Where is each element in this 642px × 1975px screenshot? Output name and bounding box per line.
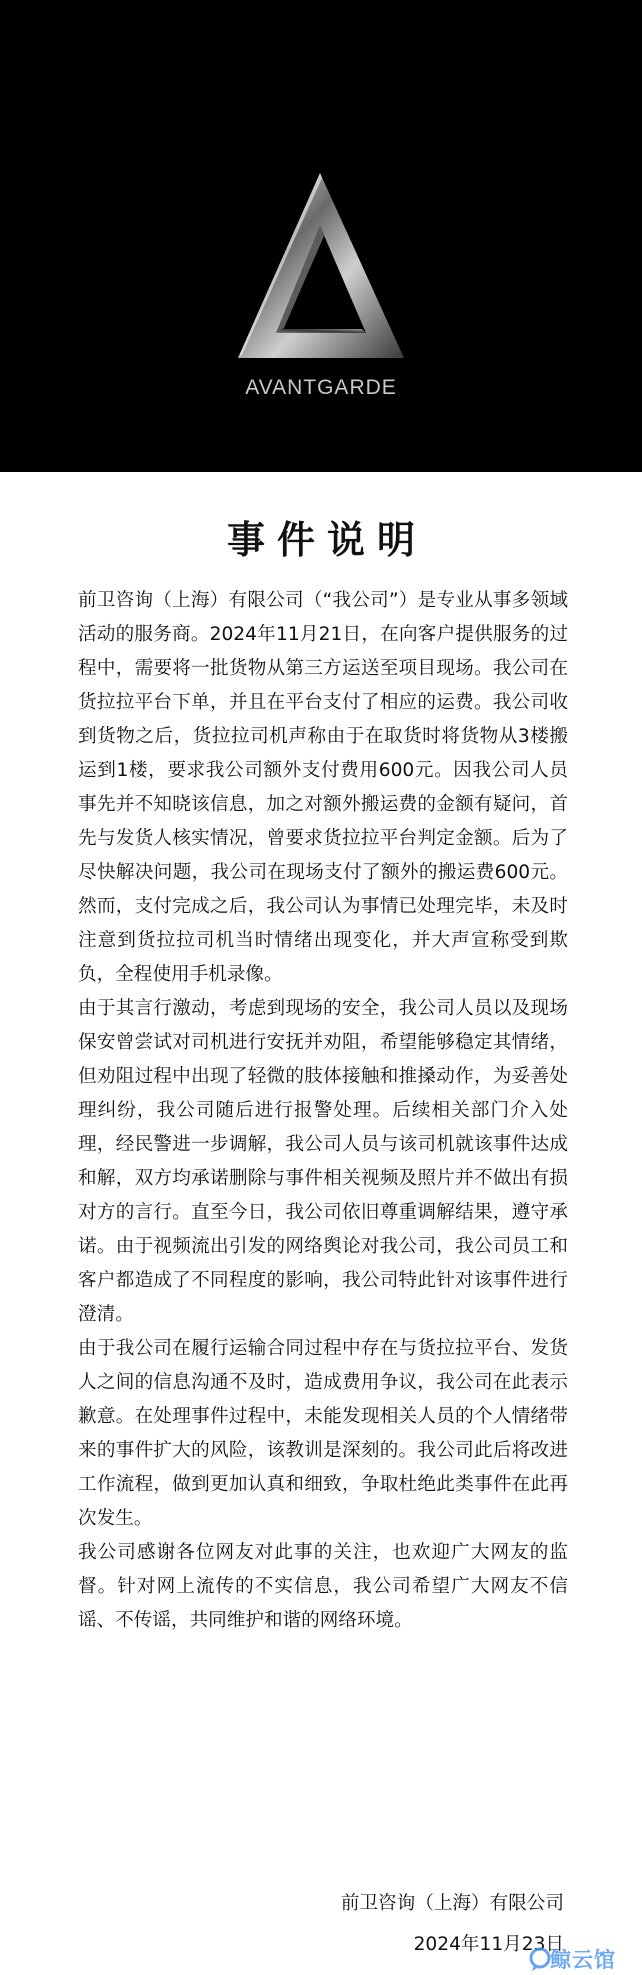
paragraph-1: 前卫咨询（上海）有限公司（“我公司”）是专业从事多领域活动的服务商。2024年11月21日，在向客户提供服务的过程中，需要将一批货物从第三方运送至项目现场。我公司在货拉拉平台下单，并且在平台支付了相应的运费。我公司收到货物之后，货拉拉司机声称由于在取货时将货物从3楼搬运到1楼，要求我公司额外支付费用600元。因我公司人员事先并不知晓该信息，加之对额外搬运费的金额有疑问，首先与发货人核实情况，曾要求货拉拉平台判定金额。后为了尽快解决问题，我公司在现场支付了额外的搬运费600元。然而，支付完成之后，我公司认为事情已处理完毕，未及时注意到货拉拉司机当时情绪出现变化，并大声宣称受到欺负，全程使用手机录像。 xyxy=(78,590,568,985)
paragraph-4: 我公司感谢各位网友对此事的关注，也欢迎广大网友的监督。针对网上流传的不实信息，我公司希望广大网友不信谣、不传谣，共同维护和谐的网络环境。 xyxy=(78,1542,568,1631)
hero-banner xyxy=(0,0,642,472)
avantgarde-logo xyxy=(0,0,642,472)
watermark-text: 鲸云馆 xyxy=(550,1948,616,1972)
watermark xyxy=(528,1944,642,1975)
triangle-logo-icon xyxy=(238,173,404,358)
paragraph-2: 由于其言行激动，考虑到现场的安全，我公司人员以及现场保安曾尝试对司机进行安抚并劝阻，希望能够稳定其情绪，但劝阻过程中出现了轻微的肢体接触和推搡动作，为妥善处理纠纷，我公司随后进行报警处理。后续相关部门介入处理，经民警进一步调解，我公司人员与该司机就该事件达成和解，双方均承诺删除与事件相关视频及照片并不做出有损对方的言行。直至今日，我公司依旧尊重调解结果，遵守承诺。由于视频流出引发的网络舆论对我公司，我公司员工和客户都造成了不同程度的影响，我公司特此针对该事件进行澄清。 xyxy=(78,998,568,1325)
signature-company: 前卫咨询（上海）有限公司 xyxy=(340,1893,564,1914)
logo-wordmark: AVANTGARDE xyxy=(245,376,397,399)
page-title: 事件说明 xyxy=(226,518,427,562)
signature-date: 2024年11月23日 xyxy=(413,1934,564,1955)
paragraph-3: 由于我公司在履行运输合同过程中存在与货拉拉平台、发货人之间的信息沟通不及时，造成费用争议，我公司在此表示歉意。在处理事件过程中，未能发现相关人员的个人情绪带来的事件扩大的风险，该教训是深刻的。我公司此后将改进工作流程，做到更加认真和细致，争取杜绝此类事件在此再次发生。 xyxy=(78,1338,568,1529)
chat-bubble-icon xyxy=(528,1947,552,1973)
statement-body xyxy=(78,584,568,1638)
